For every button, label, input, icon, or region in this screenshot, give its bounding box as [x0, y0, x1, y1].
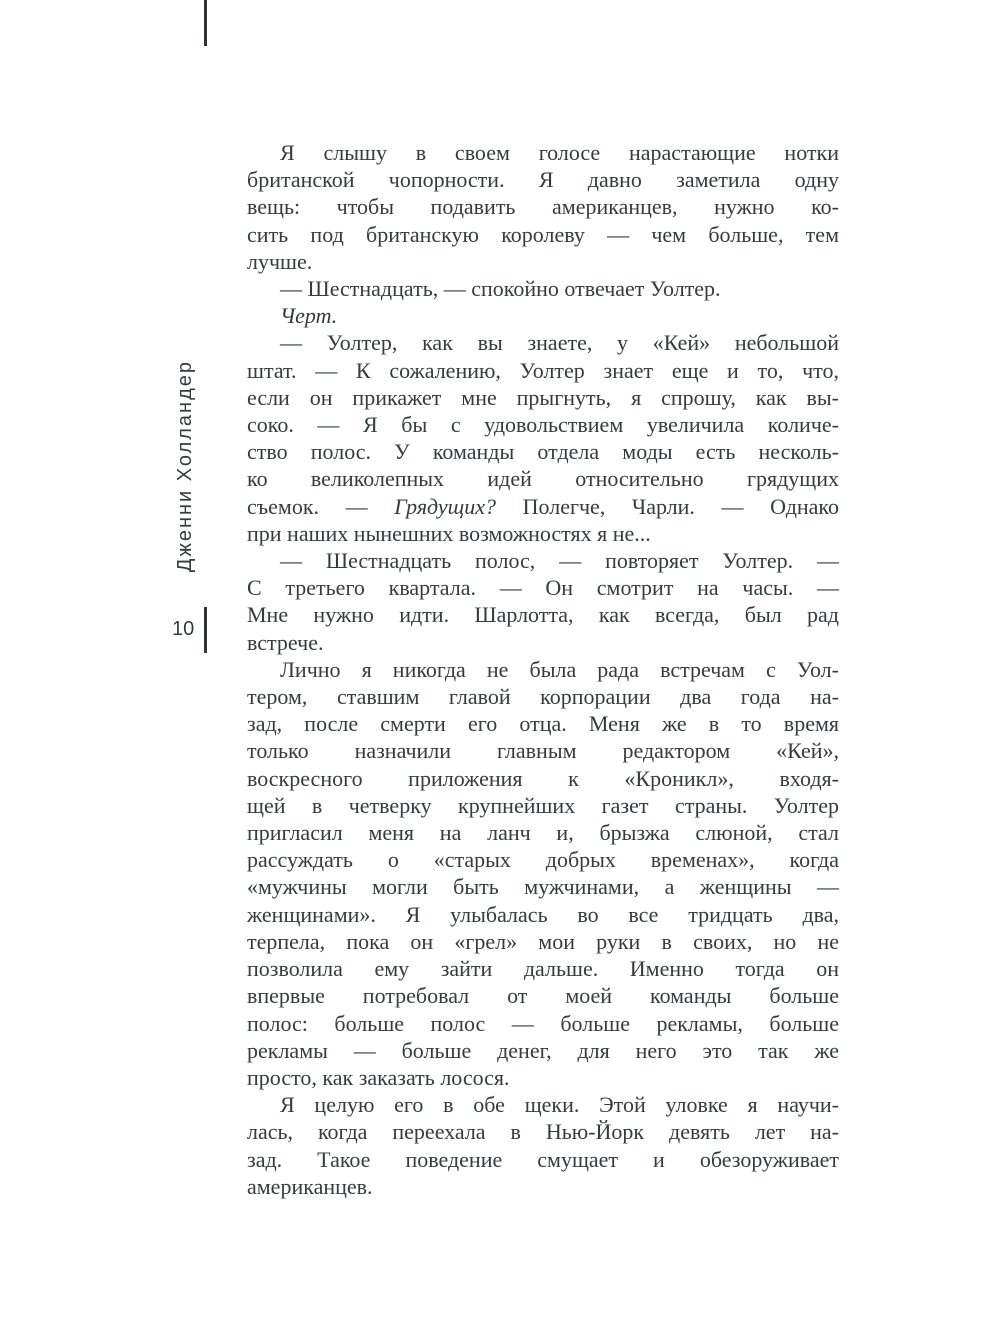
- text-run: соко. — Я бы с удовольствием увеличила количе-: [247, 412, 839, 438]
- text-line: [247, 765, 839, 792]
- text-line: [247, 1037, 839, 1064]
- paragraph: [247, 547, 839, 656]
- text-run: Черт.: [280, 303, 338, 329]
- text-line: [247, 329, 839, 356]
- text-line: [247, 574, 839, 601]
- text-run: Полегче, Чарли. — Однако: [496, 493, 840, 519]
- text-line: [247, 193, 839, 220]
- text-run: американцев.: [247, 1173, 373, 1199]
- text-run: зад. Такое поведение смущает и обезоруживает: [247, 1146, 839, 1172]
- text-line: [247, 1173, 839, 1200]
- text-line: [247, 1010, 839, 1037]
- text-line: [247, 819, 839, 846]
- text-run: терпела, пока он «грел» мои руки в своих, но не: [247, 928, 839, 954]
- paragraph: [247, 275, 839, 302]
- paragraph: [247, 1091, 839, 1200]
- text-run: лучше.: [247, 248, 313, 274]
- text-line: [247, 1146, 839, 1173]
- text-run: — Уолтер, как вы знаете, у «Кей» небольшой: [280, 330, 839, 356]
- text-run: Я целую его в обе щеки. Этой уловке я научи-: [280, 1092, 839, 1118]
- text-run: Я слышу в своем голосе нарастающие нотки: [280, 140, 839, 165]
- text-run: съемок. —: [247, 493, 395, 519]
- author-name-vertical: Дженни Холландер: [174, 360, 196, 573]
- text-run: рассуждать о «старых добрых временах», когда: [247, 847, 839, 873]
- text-run: впервые потребовал от моей команды больше: [247, 983, 839, 1009]
- text-run: вещь: чтобы подавить американцев, нужно ко-: [247, 194, 839, 220]
- text-line: [247, 1091, 839, 1118]
- page-number-rule: [204, 607, 207, 653]
- text-line: [247, 465, 839, 492]
- text-run: пригласил меня на ланч и, брызжа слюной, стал: [247, 820, 839, 846]
- text-block: [247, 139, 839, 1200]
- text-line: [247, 873, 839, 900]
- text-line: [247, 629, 839, 656]
- text-line: [247, 955, 839, 982]
- paragraph: [247, 656, 839, 1091]
- text-run: рекламы — больше денег, для него это так же: [247, 1037, 839, 1063]
- text-line: [247, 139, 839, 166]
- text-run: если он прикажет мне прыгнуть, я спрошу, как вы-: [247, 384, 839, 410]
- text-run: щей в четверку крупнейших газет страны. Уолтер: [247, 792, 839, 818]
- text-run: встрече.: [247, 629, 324, 655]
- text-run: полос: больше полос — больше рекламы, больше: [247, 1010, 839, 1036]
- text-line: [247, 737, 839, 764]
- text-run: ство полос. У команды отдела моды есть несколь-: [247, 439, 839, 465]
- text-line: [247, 302, 839, 329]
- text-line: [247, 547, 839, 574]
- text-line: [247, 384, 839, 411]
- text-run: воскресного приложения к «Кроникл», входя-: [247, 765, 839, 791]
- text-run: сить под британскую королеву — чем больше, тем: [247, 221, 839, 247]
- text-line: [247, 846, 839, 873]
- page-number: 10: [172, 618, 195, 640]
- text-run: Лично я никогда не была рада встречам с Уол-: [280, 656, 839, 682]
- text-line: [247, 275, 839, 302]
- text-line: [247, 166, 839, 193]
- text-line: [247, 1118, 839, 1145]
- text-run: С третьего квартала. — Он смотрит на часы. —: [247, 575, 839, 601]
- text-run: — Шестнадцать полос, — повторяет Уолтер. —: [280, 548, 839, 574]
- text-line: [247, 710, 839, 737]
- text-run: «мужчины могли быть мужчинами, а женщины —: [247, 874, 839, 900]
- text-run: штат. — К сожалению, Уолтер знает еще и то, что,: [247, 357, 839, 383]
- text-line: [247, 901, 839, 928]
- text-line: [247, 656, 839, 683]
- text-run: Грядущих?: [394, 493, 497, 519]
- text-line: [247, 411, 839, 438]
- text-run: при наших нынешних возможностях я не...: [247, 520, 651, 546]
- text-line: [247, 493, 839, 520]
- text-run: только назначили главным редактором «Кей»,: [247, 738, 839, 764]
- text-line: [247, 520, 839, 547]
- text-line: [247, 982, 839, 1009]
- text-line: [247, 792, 839, 819]
- text-run: лась, когда переехала в Нью-Йорк девять лет на-: [247, 1119, 839, 1145]
- text-run: женщинами». Я улыбалась во все тридцать два,: [247, 901, 839, 927]
- text-run: британской чопорности. Я давно заметила одну: [247, 167, 839, 193]
- text-line: [247, 1064, 839, 1091]
- text-line: [247, 438, 839, 465]
- paragraph: [247, 329, 839, 547]
- text-run: позволила ему зайти дальше. Именно тогда он: [247, 956, 839, 982]
- text-line: [247, 221, 839, 248]
- text-run: тером, ставшим главой корпорации два года на-: [247, 684, 839, 710]
- paragraph: [247, 139, 839, 275]
- margin-rule-top: [204, 0, 207, 46]
- text-line: [247, 248, 839, 275]
- text-run: Мне нужно идти. Шарлотта, как всегда, был рад: [247, 602, 839, 628]
- text-run: зад, после смерти его отца. Меня же в то время: [247, 711, 839, 737]
- text-line: [247, 601, 839, 628]
- text-line: [247, 357, 839, 384]
- text-line: [247, 683, 839, 710]
- text-run: просто, как заказать лосося.: [247, 1064, 510, 1090]
- text-run: — Шестнадцать, — спокойно отвечает Уолтер.: [280, 276, 721, 302]
- text-line: [247, 928, 839, 955]
- paragraph: [247, 302, 839, 329]
- text-run: ко великолепных идей относительно грядущих: [247, 466, 839, 492]
